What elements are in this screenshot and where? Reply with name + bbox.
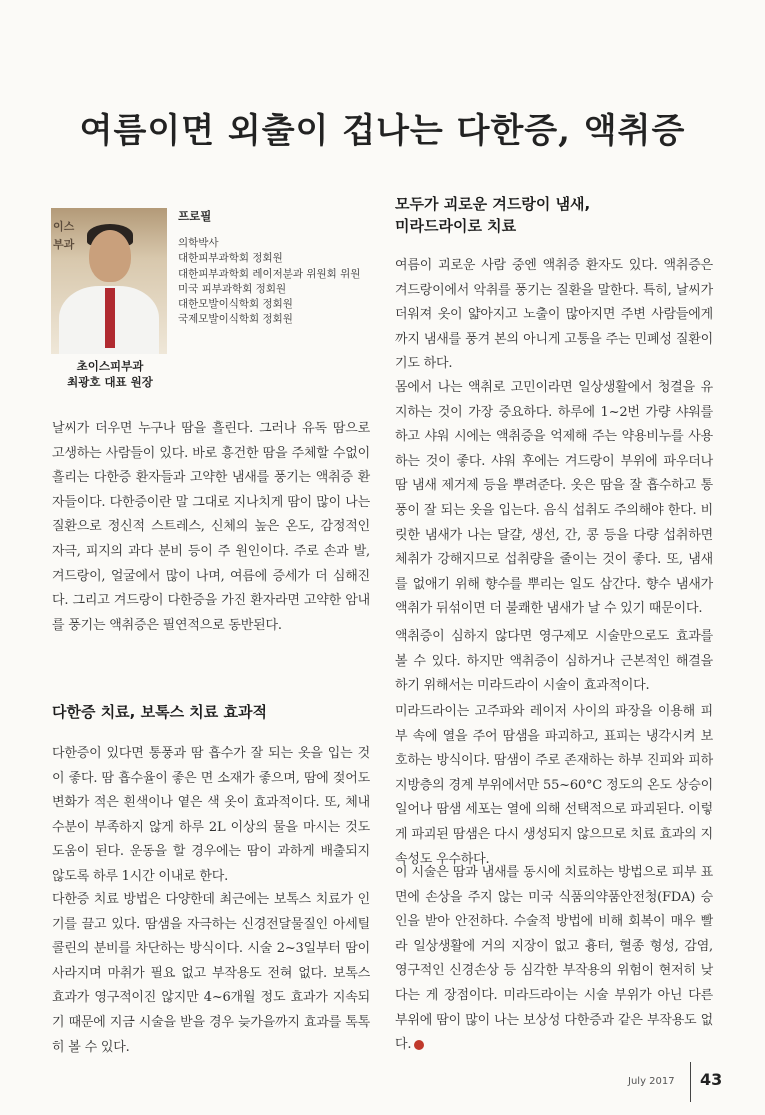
doctor-photo [51,208,167,354]
profile-item: 대한피부과학회 정회원 [178,252,283,265]
right-paragraph-5 [395,861,713,1058]
left-paragraph-2: 다한증이 있다면 통풍과 땀 흡수가 잘 되는 옷을 입는 것이 좋다. 땀 흡수율이 좋은 면 소재가 좋으며, 땀에 젖어도 변화가 적은 흰색이나 옅은 색 옷이 효과적이다. 또, 체내 수분이 부족하지 않게 하루 2L 이상의 물을 마시는 것도 도움이 된다. 운동을 할 경우에는 땀이 과하게 배출되지 않도록 하루 1시간 이내로 한다. [52,746,370,884]
right-paragraph-5-text: 이 시술은 땀과 냄새를 동시에 치료하는 방법으로 피부 표면에 손상을 주지 않는 미국 식품의약품안전청(FDA) 승인을 받아 안전하다. 수술적 방법에 비해 회복이 매우 빨라 일상생활에 거의 지장이 없고 흉터, 혈종 형성, 감염, 영구적인 신경손상 등 심각한 부작용의 위험이 현저히 낮다는 게 장점이다. 미라드라이는 시술 부위가 아닌 다른 부위에 땀이 많이 나는 보상성 다한증과 같은 부작용도 없다. [395,865,713,1053]
article-title: 여름이면 외출이 겁나는 다한증, 액취증 [79,110,686,151]
left-paragraph-3: 다한증 치료 방법은 다양한데 최근에는 보톡스 치료가 인기를 끌고 있다. 땀샘을 자극하는 신경전달물질인 아세틸콜린의 분비를 차단하는 방식이다. 시술 2~3일부터 땀이 사라지며 마취가 필요 없고 부작용도 전혀 없다. 보톡스 효과가 영구적이진 않지만 4~6개월 정도 효과가 지속되기 때문에 지금 시술을 받을 경우 늦가을까지 효과를 톡톡히 볼 수 있다. [52,892,370,1055]
left-paragraph-1: 날씨가 더우면 누구나 땀을 흘린다. 그러나 유독 땀으로 고생하는 사람들이 있다. 바로 흥건한 땀을 주체할 수없이 흘리는 다한증 환자들과 고약한 냄새를 풍기는 액취증 환자들이다. 다한증이란 말 그대로 지나치게 땀이 많이 나는 질환으로 정신적 스트레스, 신체의 높은 온도, 감정적인 자극, 피지의 과다 분비 등이 주 원인이다. 주로 손과 발, 겨드랑이, 얼굴에서 많이 나며, 여름에 증세가 더 심해진다. 그리고 겨드랑이 다한증을 가진 환자라면 고약한 암내를 풍기는 액취증은 필연적으로 동반된다. [52,421,370,633]
right-heading-line-1: 모두가 괴로운 겨드랑이 냄새, [395,195,591,213]
profile-item: 대한피부과학회 레이저분과 위원회 위원 [178,267,361,280]
right-paragraph-3: 액취증이 심하지 않다면 영구제모 시술만으로도 효과를 볼 수 있다. 하지만 액취증이 심하거나 근본적인 해결을 하기 위해서는 미라드라이 시술이 효과적이다. [395,629,713,694]
profile-item: 의학박사 [178,237,219,249]
clinic-sign: 이스 부과 [53,220,75,251]
issue-date: July 2017 [628,1076,675,1087]
page-number: 43 [700,1070,723,1089]
left-section-heading: 다한증 치료, 보톡스 치료 효과적 [52,703,267,721]
end-mark-icon [414,1040,424,1050]
profile-list [178,236,360,328]
right-section-heading [395,193,713,237]
photo-caption [40,358,180,390]
right-paragraph-1: 여름이 괴로운 사람 중엔 액취증 환자도 있다. 액취증은 겨드랑이에서 악취를 풍기는 질환을 말한다. 특히, 날씨가 더워져 옷이 얇아지고 노출이 많아지면 주변 사람들에게까지 냄새를 풍겨 본의 아니게 고통을 주는 민폐성 질환이기도 하다. [395,258,713,372]
profile-heading: 프로필 [178,209,212,223]
head-shape [89,230,131,282]
profile-item: 대한모발이식학회 정회원 [178,298,293,311]
right-heading-line-2: 미라드라이로 치료 [395,217,517,235]
right-paragraph-4: 미라드라이는 고주파와 레이저 사이의 파장을 이용해 피부 속에 열을 주어 땀샘을 파괴하고, 표피는 냉각시켜 보호하는 방식이다. 땀샘이 주로 존재하는 하부 진피와 피하 지방층의 경계 부위에서만 55~60°C 정도의 온도 상승이 일어나 땀샘 세포는 열에 의해 선택적으로 파괴된다. 이렇게 파괴된 땀샘은 다시 생성되지 않으므로 치료 효과의 지속성도 우수하다. [395,704,713,867]
right-paragraph-2: 몸에서 나는 액취로 고민이라면 일상생활에서 청결을 유지하는 것이 가장 중요하다. 하루에 1~2번 가량 샤워를 하고 샤워 시에는 액취증을 억제해 주는 약용비누를 사용하는 것이 좋다. 샤워 후에는 겨드랑이 부위에 파우더나 땀 냄새 제거제 등을 뿌려준다. 옷은 땀을 잘 흡수하고 통풍이 잘 되는 옷을 입는다. 음식 섭취도 주의해야 한다. 비릿한 냄새가 나는 달걀, 생선, 간, 콩 등을 다량 섭취하면 체취가 강해지므로 섭취량을 줄이는 것이 좋다. 또, 냄새를 없애기 위해 향수를 뿌리는 일도 삼간다. 향수 냄새가 액취가 뒤섞이면 더 불쾌한 냄새가 날 수 있기 때문이다. [395,380,713,617]
profile-item: 미국 피부과학회 정회원 [178,282,287,295]
profile-item: 국제모발이식학회 정회원 [178,313,293,326]
caption-clinic: 초이스피부과 [76,359,144,373]
caption-doctor: 최광호 대표 원장 [67,375,153,389]
tie-shape [105,288,115,348]
footer-divider [690,1062,691,1102]
